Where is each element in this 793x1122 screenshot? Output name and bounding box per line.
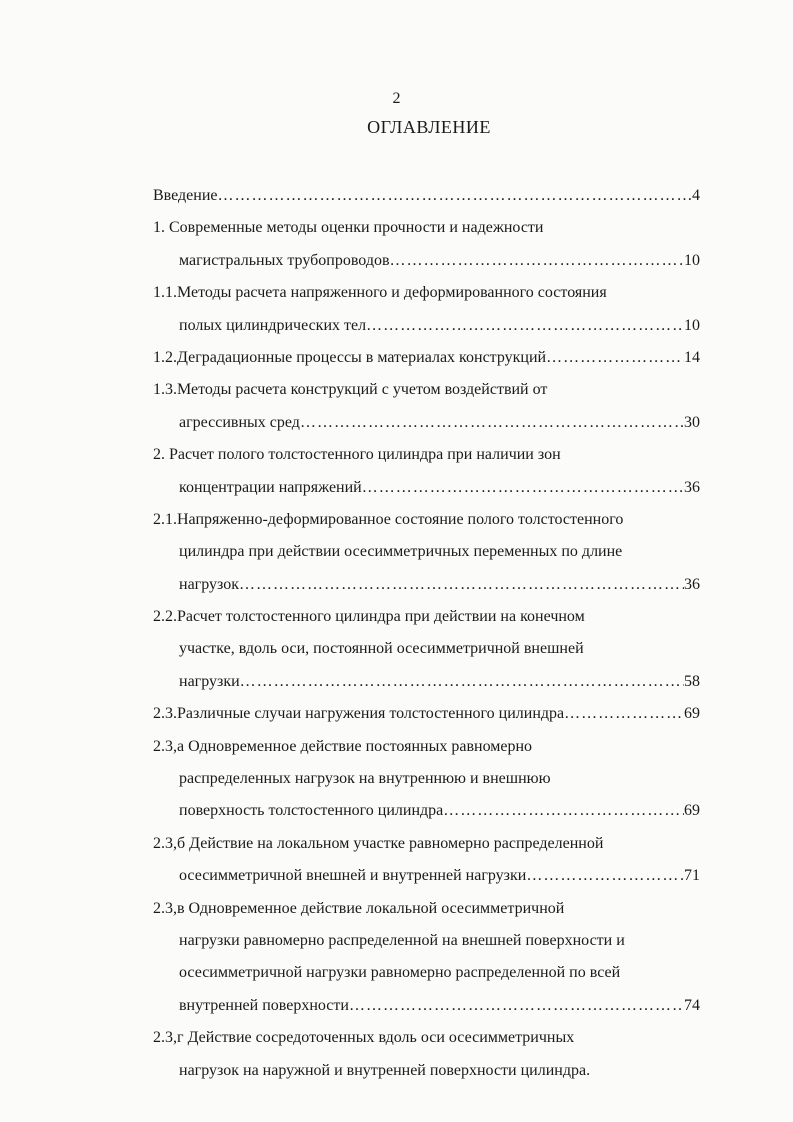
toc-line [153,698,700,730]
toc-entry [153,277,700,342]
toc-line [153,990,700,1022]
toc-line [153,925,700,957]
toc-entry-text: 1.3.Методы расчета конструкций с учетом воздействий от [153,381,548,399]
toc-page-number: 36 [684,478,700,496]
dot-leader [240,666,684,698]
toc-entry [153,374,700,439]
toc-entry-text: 1.1.Методы расчета напряженного и деформированного состояния [153,284,607,302]
toc-page-number: 58 [684,672,700,690]
dot-leader [239,569,684,601]
toc-entry-text: 1.2.Деградационные процессы в материалах конструкций [153,348,547,366]
toc-page-number: 69 [684,802,700,820]
toc-entry [153,504,700,601]
toc-line [153,374,700,406]
page-number: 2 [392,90,401,107]
toc-line [153,763,700,795]
toc-entry [153,342,700,374]
toc-entry [153,180,700,212]
toc-line [153,633,700,665]
toc-line [153,828,700,860]
dot-leader [300,407,684,439]
toc-line [153,957,700,989]
dot-leader [218,180,693,212]
toc-page-number: 36 [684,575,700,593]
toc-entry [153,212,700,277]
toc-line [153,245,700,277]
dot-leader [546,342,684,374]
toc-entry-text: распределенных нагрузок на внутреннюю и внешнюю [179,770,551,788]
toc-entry-text: 2.3,в Одновременное действие локальной осесимметричной [153,899,565,917]
toc-entry-text: агрессивных сред [179,413,300,431]
toc-line [153,277,700,309]
toc-line [153,536,700,568]
toc-line [153,1055,700,1087]
toc-entry-text: 2.3,а Одновременное действие постоянных равномерно [153,737,533,755]
toc-entry-text: нагрузки [179,672,240,690]
toc-entry [153,1022,700,1087]
toc-line [153,342,700,374]
toc-line [153,601,700,633]
toc-page-number: 71 [684,867,700,885]
dot-leader [443,795,684,827]
toc-entry-text: нагрузок на наружной и внутренней поверхности цилиндра. [179,1061,591,1079]
toc-entry-text: цилиндра при действии осесимметричных переменных по длине [179,543,623,561]
toc-entry-text: Введение [153,187,218,204]
toc-entry-text: полых цилиндрических тел [179,316,367,334]
toc-line [153,795,700,827]
toc-line [153,893,700,925]
table-of-contents [153,180,700,1087]
toc-line [153,569,700,601]
toc-entry [153,439,700,504]
toc-entry [153,601,700,698]
toc-entry-text: 2.2.Расчет толстостенного цилиндра при действии на конечном [153,608,585,626]
toc-page-number: 4 [692,187,700,204]
toc-page-number: 30 [684,413,700,431]
toc-entry [153,731,700,828]
toc-entry-text: магистральных трубопроводов [179,251,390,269]
toc-page-number: 69 [684,705,700,723]
dot-leader [362,472,684,504]
toc-entry-text: 1. Современные методы оценки прочности и надежности [153,219,544,237]
toc-entry [153,893,700,1023]
toc-line [153,212,700,244]
toc-line [153,731,700,763]
toc-line [153,504,700,536]
toc-entry [153,698,700,730]
toc-line [153,407,700,439]
toc-entry-text: нагрузки равномерно распределенной на внешней поверхности и [179,931,625,949]
toc-entry-text: 2. Расчет полого толстостенного цилиндра при наличии зон [153,446,561,464]
toc-entry-text: 2.3,г Действие сосредоточенных вдоль оси осесимметричных [153,1029,575,1047]
page-title: ОГЛАВЛЕНИЕ [367,117,491,137]
toc-entry-text: нагрузок [179,575,240,593]
toc-entry-text: внутренней поверхности [179,996,349,1014]
toc-page-number: 10 [684,316,700,334]
toc-page-number: 10 [684,251,700,269]
toc-entry-text: 2.1.Напряженно-деформированное состояние полого толстостенного [153,510,624,528]
toc-page-number: 14 [684,348,700,366]
toc-entry-text: поверхность толстостенного цилиндра [179,802,444,820]
toc-entry-text: осесимметричной внешней и внутренней нагрузки [179,867,527,885]
toc-line [153,1022,700,1054]
toc-line [153,180,700,212]
toc-line [153,860,700,892]
dot-leader [390,245,684,277]
dot-leader [526,860,684,892]
dot-leader [366,310,684,342]
toc-entry-text: участке, вдоль оси, постоянной осесимметричной внешней [179,640,584,658]
toc-entry [153,828,700,893]
toc-line [153,666,700,698]
toc-line [153,310,700,342]
dot-leader [564,698,684,730]
toc-line [153,472,700,504]
toc-page-number: 74 [684,996,700,1014]
dot-leader [349,990,684,1022]
toc-entry-text: осесимметричной нагрузки равномерно распределенной по всей [179,964,621,982]
toc-entry-text: концентрации напряжений [179,478,362,496]
toc-entry-text: 2.3,б Действие на локальном участке равномерно распределенной [153,834,604,852]
toc-line [153,439,700,471]
toc-entry-text: 2.3.Различные случаи нагружения толстостенного цилиндра [153,705,565,723]
